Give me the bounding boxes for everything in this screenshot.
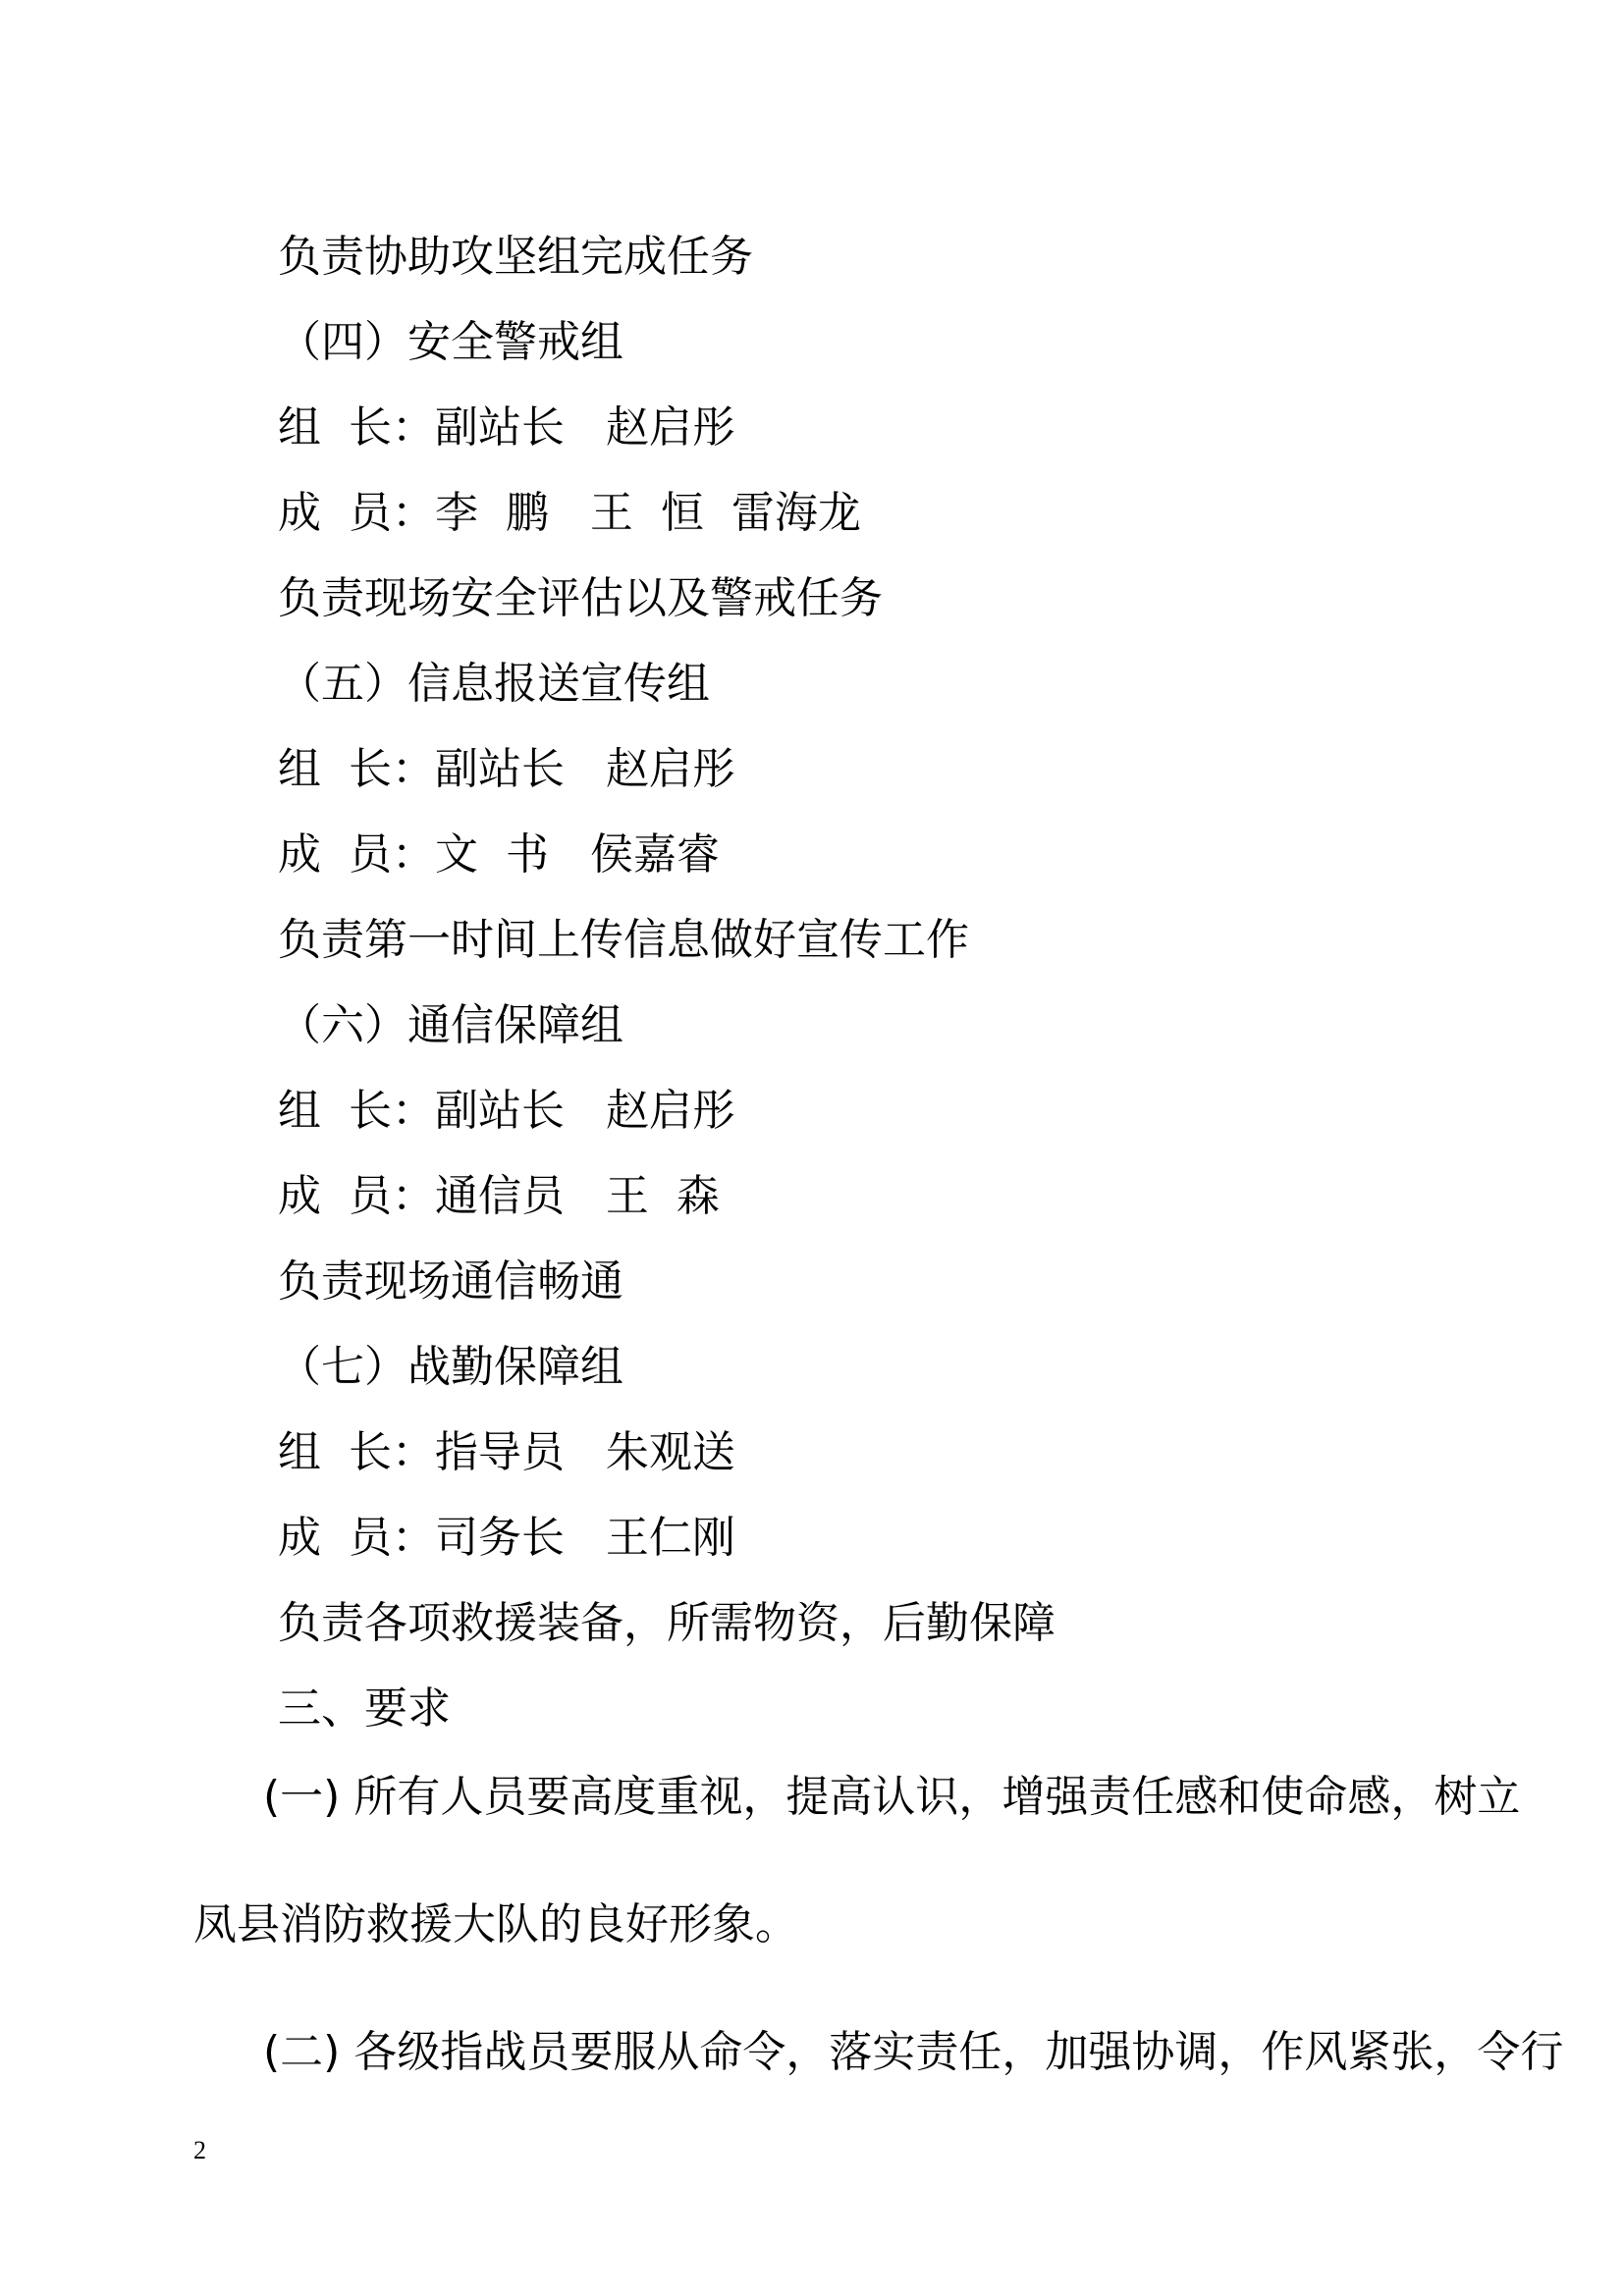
text-line-13: 负责现场通信畅通 xyxy=(278,1256,623,1307)
heading-info-reporting-group: （五）信息报送宣传组 xyxy=(278,659,710,709)
text-line-3: 组 长：副站长 赵启彤 xyxy=(278,402,735,453)
heading-requirements: 三、要求 xyxy=(278,1683,451,1734)
text-line-7: 组 长：副站长 赵启彤 xyxy=(278,744,735,794)
heading-logistics-group: （七）战勤保障组 xyxy=(278,1342,623,1392)
paragraph-requirement-1: (一) 所有人员要高度重视，提高认识，增强责任感和使命感，树立 xyxy=(263,1772,1521,1822)
text-line-1: 负责协助攻坚组完成任务 xyxy=(278,232,753,282)
text-line-12: 成 员：通信员 王 森 xyxy=(278,1171,720,1221)
text-line-15: 组 长：指导员 朱观送 xyxy=(278,1427,735,1477)
page-number: 2 xyxy=(193,2136,206,2164)
paragraph-requirement-1-cont: 凤县消防救援大队的良好形象。 xyxy=(193,1899,798,1949)
text-line-16: 成 员：司务长 王仁刚 xyxy=(278,1513,735,1563)
text-line-9: 负责第一时间上传信息做好宣传工作 xyxy=(278,915,969,965)
text-line-11: 组 长：副站长 赵启彤 xyxy=(278,1086,735,1136)
heading-security-guard-group: （四）安全警戒组 xyxy=(278,317,623,367)
text-line-8: 成 员：文 书 侯嘉睿 xyxy=(278,829,720,880)
text-line-4: 成 员：李 鹏 王 恒 雷海龙 xyxy=(278,488,861,538)
text-line-17: 负责各项救援装备，所需物资，后勤保障 xyxy=(278,1598,1056,1648)
paragraph-requirement-2: (二) 各级指战员要服从命令，落实责任，加强协调，作风紧张，令行 xyxy=(263,2027,1564,2077)
text-line-5: 负责现场安全评估以及警戒任务 xyxy=(278,573,883,623)
heading-communication-group: （六）通信保障组 xyxy=(278,1000,623,1050)
